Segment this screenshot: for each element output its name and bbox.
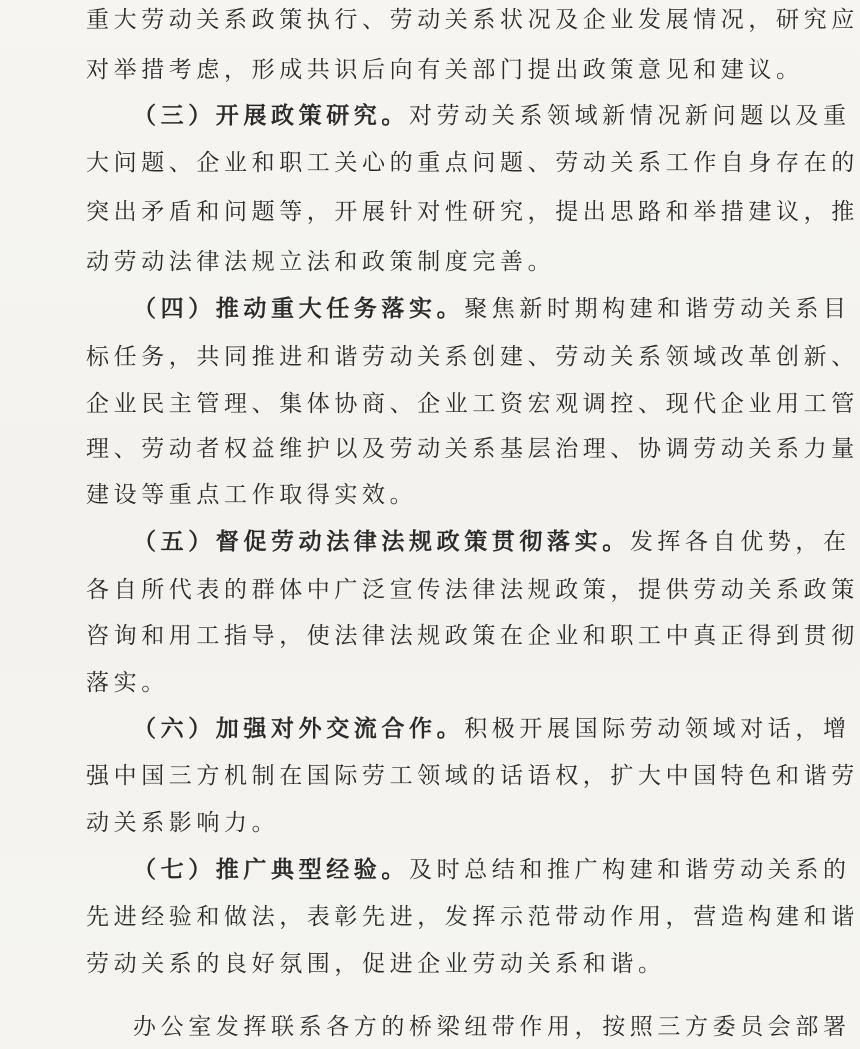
line-text: 落实。 [86, 670, 169, 696]
paragraph-line [86, 948, 666, 980]
line-text: 动劳动法律法规立法和政策制度完善。 [86, 249, 556, 275]
line-text: 重大劳动关系政策执行、劳动关系状况及企业发展情况，研究应 [86, 7, 859, 33]
paragraph-line [86, 620, 859, 652]
paragraph-line [86, 4, 859, 36]
section-heading: （六）加强对外交流合作。 [133, 715, 465, 742]
section-heading: （四）推动重大任务落实。 [133, 295, 465, 322]
section-heading-line [133, 713, 851, 745]
line-text: 理、劳动者权益维护以及劳动关系基层治理、协调劳动关系力量 [86, 436, 859, 462]
section-heading-line [133, 526, 851, 558]
paragraph-line [86, 574, 859, 606]
line-text: 各自所代表的群体中广泛宣传法律法规政策，提供劳动关系政策 [86, 577, 859, 603]
paragraph-line [86, 388, 859, 420]
line-text: 劳动关系的良好氛围，促进企业劳动关系和谐。 [86, 951, 666, 977]
line-text: 咨询和用工指导，使法律法规政策在企业和职工中真正得到贯彻 [86, 623, 859, 649]
line-text: 及时总结和推广构建和谐劳动关系的 [409, 857, 851, 883]
section-heading: （五）督促劳动法律法规政策贯彻落实。 [133, 528, 630, 555]
paragraph-line [86, 433, 859, 465]
line-text: 标任务，共同推进和谐劳动关系创建、劳动关系领域改革创新、 [86, 344, 859, 370]
line-text: 大问题、企业和职工关心的重点问题、劳动关系工作自身存在的 [86, 150, 859, 176]
paragraph-line [86, 54, 804, 86]
paragraph-line [86, 196, 859, 228]
paragraph-line [86, 901, 859, 933]
line-text: 动关系影响力。 [86, 810, 280, 836]
line-text: 对劳动关系领域新情况新问题以及重 [409, 103, 851, 129]
paragraph-line [86, 246, 555, 278]
section-heading-line [133, 100, 851, 132]
line-text: 突出矛盾和问题等，开展针对性研究，提出思路和举措建议，推 [86, 199, 859, 225]
line-text: 聚焦新时期构建和谐劳动关系目 [464, 296, 851, 322]
line-text: 强中国三方机制在国际劳工领域的话语权，扩大中国特色和谐劳 [86, 763, 859, 789]
section-heading: （三）开展政策研究。 [133, 102, 409, 129]
line-text: 对举措考虑，形成共识后向有关部门提出政策意见和建议。 [86, 57, 804, 83]
paragraph-line [86, 147, 859, 179]
line-text: 企业民主管理、集体协商、企业工资宏观调控、现代企业用工管 [86, 391, 859, 417]
paragraph-line [86, 760, 859, 792]
line-text: 办公室发挥联系各方的桥梁纽带作用，按照三方委员会部署 [133, 1014, 851, 1040]
paragraph-line [133, 1011, 851, 1043]
paragraph-line [86, 667, 169, 699]
section-heading-line [133, 293, 851, 325]
line-text: 积极开展国际劳动领域对话，增 [464, 716, 851, 742]
line-text: 建设等重点工作取得实效。 [86, 482, 418, 508]
paragraph-line [86, 807, 279, 839]
paragraph-line [86, 479, 417, 511]
line-text: 发挥各自优势，在 [629, 529, 851, 555]
section-heading-line [133, 854, 851, 886]
line-text: 先进经验和做法，表彰先进，发挥示范带动作用，营造构建和谐 [86, 904, 859, 930]
paragraph-line [86, 341, 859, 373]
section-heading: （七）推广典型经验。 [133, 856, 409, 883]
